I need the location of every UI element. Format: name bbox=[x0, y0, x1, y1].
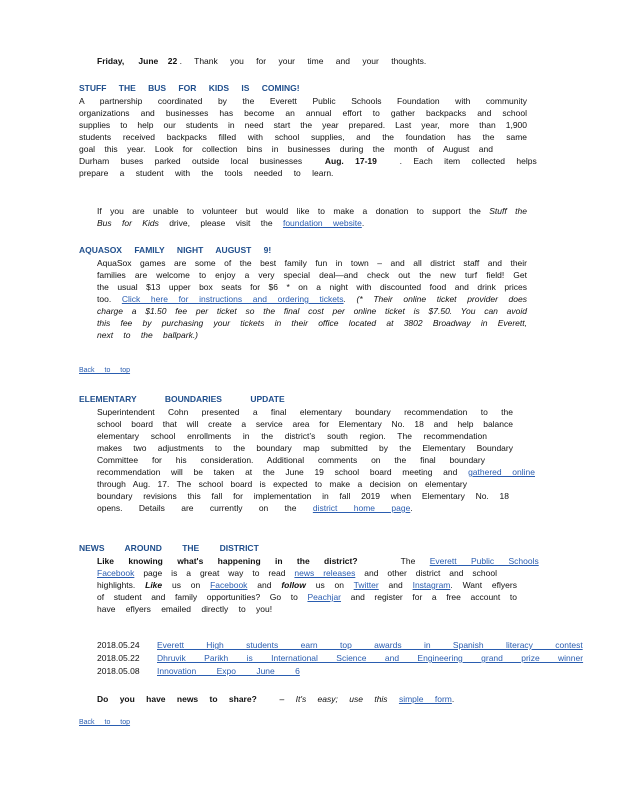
boundaries-heading: ELEMENTARY BOUNDARIES UPDATE bbox=[79, 394, 285, 404]
news-date: 2018.05.24 bbox=[97, 640, 140, 650]
stuff-bus-line: students received backpacks filled with school supplies, and the foundation has the same bbox=[79, 132, 527, 142]
news-releases-link[interactable]: news releases bbox=[294, 568, 356, 578]
list-item bbox=[97, 665, 537, 677]
boundaries-line: boundary revisions this fall for implementation in fall 2019 when Elementary No. 18 bbox=[97, 491, 509, 501]
ticket-instructions-link[interactable]: Click here for instructions and ordering tickets bbox=[121, 294, 344, 304]
news-line: Like knowing what's happening in the district? The Everett Public Schools bbox=[97, 556, 539, 566]
list-item bbox=[97, 639, 583, 651]
district-home-page-link[interactable]: district home page bbox=[312, 503, 411, 513]
news-line: of student and family opportunities? Go to Peachjar and register for a free account to bbox=[97, 592, 517, 602]
news-date: 2018.05.08 bbox=[97, 666, 140, 676]
facebook-link[interactable]: Facebook bbox=[210, 580, 248, 590]
boundaries-line: opens. Details are currently on the district home page. bbox=[97, 503, 413, 513]
aquasox-line: families are welcome to enjoy a very special deal—and check out the new turf field! Get bbox=[97, 270, 527, 280]
everett-public-schools-link[interactable]: Everett Public Schools bbox=[429, 556, 539, 566]
news-line: have eflyers emailed directly to you! bbox=[97, 604, 273, 614]
volunteer-line: Bus for Kids drive, please visit the foundation website. bbox=[97, 218, 365, 228]
boundaries-line: Superintendent Cohn presented a final elementary boundary recommendation to the bbox=[97, 407, 513, 417]
intro-line: Friday, June 22 . Thank you for your time and your thoughts. bbox=[97, 56, 427, 66]
stuff-bus-line: goal this year. Look for collection bins in businesses during the month of August and bbox=[79, 144, 493, 154]
boundaries-line: recommendation will be taken at the June 19 school board meeting and gathered online bbox=[97, 467, 535, 477]
boundaries-line: school board that will create a service area for Elementary No. 18 and help balance bbox=[97, 419, 513, 429]
boundaries-line: makes two adjustments to the boundary map submitted by the Elementary Boundary bbox=[97, 443, 513, 453]
back-to-top-link[interactable]: Back to top bbox=[79, 367, 131, 374]
simple-form-link[interactable]: simple form bbox=[398, 694, 452, 704]
gathered-online-link[interactable]: gathered online bbox=[468, 467, 535, 477]
news-item-link[interactable]: Innovation Expo June 6 bbox=[157, 666, 300, 676]
news-line: highlights. Like us on Facebook and follow us on Twitter and Instagram. Want eflyers bbox=[97, 580, 517, 590]
volunteer-line: If you are unable to volunteer but would like to make a donation to support the Stuff the bbox=[97, 206, 527, 216]
stuff-bus-line: organizations and businesses has become an annual effort to gather backpacks and school bbox=[79, 108, 527, 118]
news-line: Facebook page is a great way to read news releases and other district and school bbox=[97, 568, 497, 578]
aquasox-note-line: next to the ballpark.) bbox=[97, 330, 199, 340]
news-item-link[interactable]: Dhruvik Parikh is International Science and Engineering grand prize winner bbox=[157, 653, 584, 663]
aquasox-note-line: charge a $1.50 fee per ticket so the final cost per online ticket is $7.50. You can avoid bbox=[97, 306, 527, 316]
boundaries-line: through Aug. 17. The school board is expected to make a decision on elementary bbox=[97, 479, 467, 489]
share-news-line: Do you have news to share? – It's easy; use this simple form. bbox=[97, 694, 455, 704]
boundaries-line: elementary school enrollments in the district’s south region. The recommendation bbox=[97, 431, 487, 441]
foundation-website-link[interactable]: foundation website bbox=[282, 218, 362, 228]
aquasox-line: AquaSox games are some of the best family fun in town – and all district staff and their bbox=[97, 258, 527, 268]
facebook-page-link[interactable]: Facebook bbox=[97, 568, 135, 578]
stuff-bus-line: supplies to help our students in need start the year prepared. Last year, more than 1,900 bbox=[79, 120, 527, 130]
aquasox-note-line: this fee by purchasing your tickets in their office located at 3802 Broadway in Everett, bbox=[97, 318, 527, 328]
stuff-bus-line: Durham buses parked outside local businesses Aug. 17-19 . Each item collected helps bbox=[79, 156, 537, 166]
news-item-link[interactable]: Everett High students earn top awards in Spanish literacy contest bbox=[157, 640, 583, 650]
stuff-bus-heading: STUFF THE BUS FOR KIDS IS COMING! bbox=[79, 83, 300, 93]
peachjar-link[interactable]: Peachjar bbox=[307, 592, 342, 602]
aquasox-line: the usual $13 upper box seats for $6 * on a night with discounted food and drink prices bbox=[97, 282, 527, 292]
stuff-bus-line: prepare a student with the tools needed to learn. bbox=[79, 168, 334, 178]
aquasox-heading: AQUASOX FAMILY NIGHT AUGUST 9! bbox=[79, 245, 272, 255]
news-heading: NEWS AROUND THE DISTRICT bbox=[79, 543, 259, 553]
news-date: 2018.05.22 bbox=[97, 653, 140, 663]
twitter-link[interactable]: Twitter bbox=[353, 580, 379, 590]
aquasox-line: too. Click here for instructions and ordering tickets. (* Their online ticket provider does bbox=[97, 294, 527, 304]
stuff-bus-line: A partnership coordinated by the Everett Public Schools Foundation with community bbox=[79, 96, 527, 106]
back-to-top-link[interactable]: Back to top bbox=[79, 719, 131, 726]
boundaries-line: Committee for his consideration. Additional comments on the final boundary bbox=[97, 455, 485, 465]
instagram-link[interactable]: Instagram bbox=[412, 580, 451, 590]
list-item bbox=[97, 652, 584, 664]
